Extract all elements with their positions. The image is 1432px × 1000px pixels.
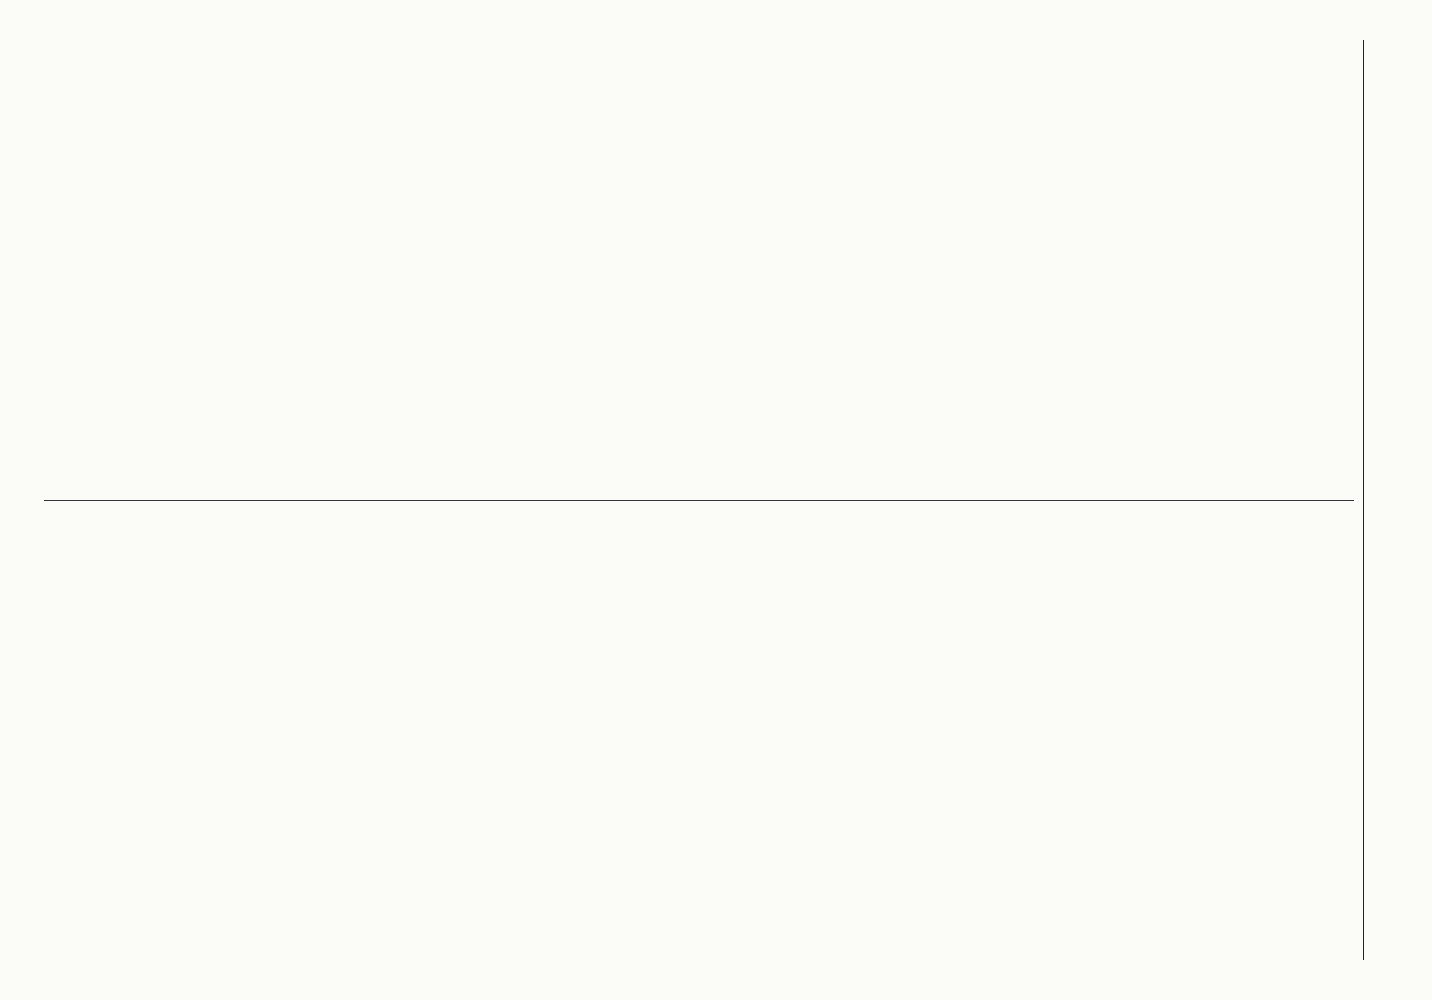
text-column-left [44, 40, 1354, 480]
text-column-right [44, 520, 1354, 960]
column-divider [44, 500, 1354, 501]
running-header [1363, 40, 1404, 960]
